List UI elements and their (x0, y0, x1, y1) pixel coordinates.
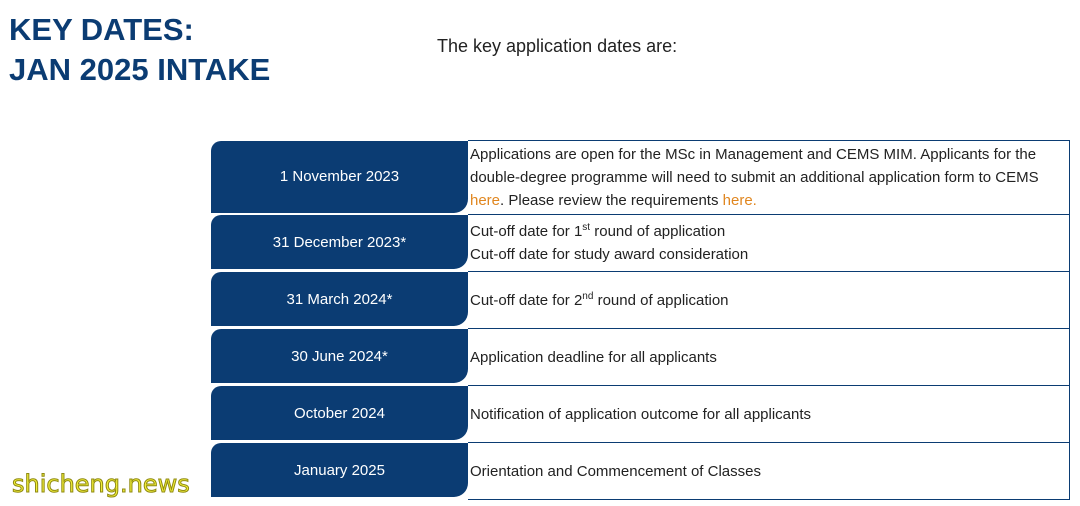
date-cell (211, 141, 468, 215)
cems-form-link[interactable]: here (470, 192, 501, 209)
description-line: Cut-off date for 1st round of application (470, 222, 726, 240)
date-cell (211, 443, 468, 500)
date-label: 30 June 2024* (211, 329, 468, 383)
table-row (211, 329, 1070, 386)
date-label: 31 March 2024* (211, 272, 468, 326)
key-dates-table (211, 140, 1070, 500)
title-line-2: JAN 2025 INTAKE (9, 52, 271, 87)
requirements-link[interactable]: here (722, 192, 753, 209)
description-cell: Application deadline for all applicants (468, 329, 1070, 386)
description-text: Applications are open for the MSc in Management and CEMS MIM. Applicants for the double-degree programme will need to submit an additional application form to CEMS (470, 146, 1039, 186)
date-label: 1 November 2023 (211, 141, 468, 213)
date-cell (211, 272, 468, 329)
page-title (9, 10, 270, 90)
date-label: October 2024 (211, 386, 468, 440)
table-row (211, 215, 1070, 272)
description-cell: Notification of application outcome for all applicants (468, 386, 1070, 443)
description-cell: Cut-off date for 2nd round of application (468, 272, 1070, 329)
description-cell (468, 141, 1070, 215)
table-row (211, 141, 1070, 215)
description-cell (468, 215, 1070, 272)
description-text: . (752, 192, 757, 209)
date-label: 31 December 2023* (211, 215, 468, 269)
intro-text: The key application dates are: (437, 36, 678, 56)
table-row (211, 443, 1070, 500)
table-row (211, 272, 1070, 329)
title-line-1: KEY DATES: (9, 12, 194, 47)
date-cell (211, 329, 468, 386)
description-line: Cut-off date for study award consideration (470, 246, 749, 263)
watermark: shicheng.news (12, 470, 190, 498)
date-label: January 2025 (211, 443, 468, 497)
description-text: . Please review the requirements (500, 192, 723, 209)
description-cell: Orientation and Commencement of Classes (468, 443, 1070, 500)
date-cell (211, 386, 468, 443)
table-row (211, 386, 1070, 443)
date-cell (211, 215, 468, 272)
